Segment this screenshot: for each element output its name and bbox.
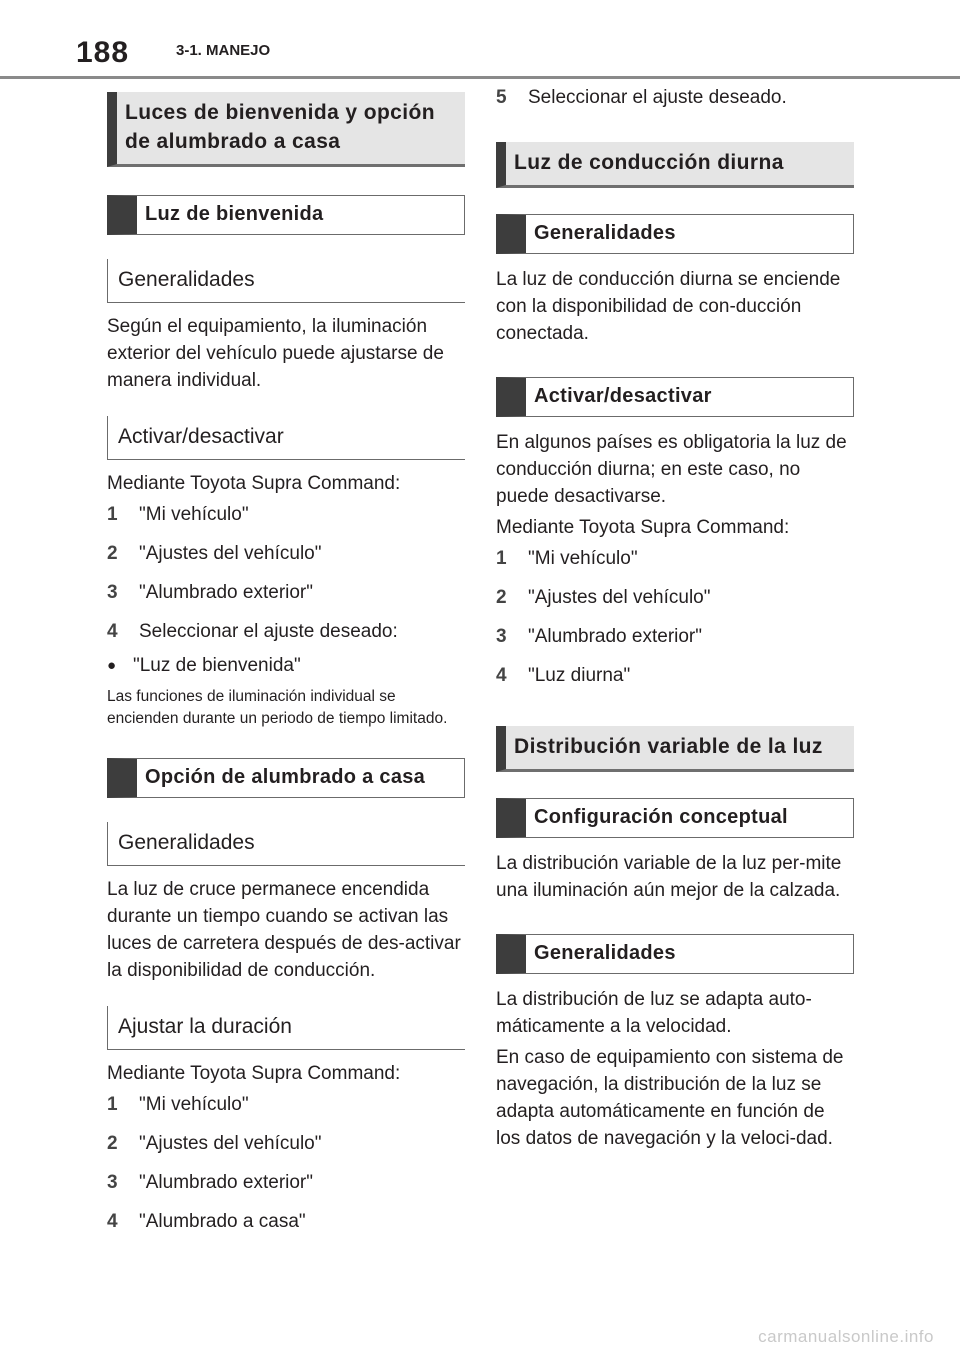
paragraph: La distribución de luz se adapta auto-máticamente a la velocidad. (496, 989, 812, 1037)
subsection-box: Opción de alumbrado a casa (107, 758, 465, 798)
section-title: Distribución variable de la luz (496, 726, 854, 772)
step-item (107, 1132, 465, 1156)
paragraph: Según el equipamiento, la iluminación exterior del vehículo puede ajustarse de manera individual. (107, 316, 444, 391)
step-number: 1 (107, 504, 118, 525)
step-number: 5 (496, 87, 507, 108)
paragraph: La distribución variable de la luz per-mite una iluminación aún mejor de la calzada. (496, 853, 842, 901)
step-item (496, 586, 854, 610)
step-item (496, 625, 854, 649)
paragraph: Mediante Toyota Supra Command: (496, 517, 790, 538)
step-number: 4 (107, 621, 118, 642)
step-text: "Alumbrado exterior" (139, 1172, 314, 1193)
section-label: 3-1. MANEJO (176, 42, 271, 59)
paragraph: Mediante Toyota Supra Command: (107, 473, 401, 494)
step-text: Seleccionar el ajuste deseado: (139, 621, 398, 642)
section-title: Luces de bienvenida y opción de alumbrado a casa (107, 92, 465, 167)
step-text: "Alumbrado exterior" (139, 582, 314, 603)
paragraph: La luz de conducción diurna se enciende con la disponibilidad de con-ducción conectada. (496, 269, 841, 344)
step-item (107, 1210, 465, 1234)
step-item (107, 620, 465, 644)
left-column (107, 92, 465, 1234)
subsection-box: Configuración conceptual (496, 798, 854, 838)
step-number: 2 (107, 543, 118, 564)
step-text: "Alumbrado a casa" (139, 1211, 306, 1232)
paragraph: En algunos países es obligatoria la luz de conducción diurna; en este caso, no puede desactivarse. (496, 432, 847, 507)
paragraph: La luz de cruce permanece encendida durante un tiempo cuando se activan las luces de carretera después de des-activar la disponibilidad de conducción. (107, 879, 461, 981)
step-number: 3 (496, 626, 507, 647)
subsection-box: Activar/desactivar (496, 377, 854, 417)
minor-heading: Activar/desactivar (107, 416, 465, 460)
step-text: "Mi vehículo" (139, 504, 249, 525)
step-text: "Luz diurna" (528, 665, 631, 686)
right-column (496, 86, 854, 1152)
step-number: 2 (107, 1133, 118, 1154)
step-text: "Ajustes del vehículo" (139, 543, 322, 564)
step-item (496, 664, 854, 688)
step-number: 1 (107, 1094, 118, 1115)
step-text: Seleccionar el ajuste deseado. (528, 87, 787, 108)
step-text: "Ajustes del vehículo" (139, 1133, 322, 1154)
subsection-box: Generalidades (496, 214, 854, 254)
step-text: "Mi vehículo" (528, 548, 638, 569)
subsection-box: Generalidades (496, 934, 854, 974)
step-number: 1 (496, 548, 507, 569)
bullet-item (107, 654, 465, 678)
step-number: 4 (496, 665, 507, 686)
step-item (107, 581, 465, 605)
step-text: "Ajustes del vehículo" (528, 587, 711, 608)
step-number: 3 (107, 1172, 118, 1193)
watermark-text: carmanualsonline.info (758, 1327, 934, 1346)
minor-heading: Generalidades (107, 259, 465, 303)
step-item (496, 86, 854, 110)
step-item (496, 547, 854, 571)
bullet-dot-icon: ● (107, 657, 117, 674)
step-item (107, 503, 465, 527)
step-item (107, 1093, 465, 1117)
step-item (107, 542, 465, 566)
paragraph: Mediante Toyota Supra Command: (107, 1063, 401, 1084)
step-number: 4 (107, 1211, 118, 1232)
step-text: "Alumbrado exterior" (528, 626, 703, 647)
step-text: "Mi vehículo" (139, 1094, 249, 1115)
step-number: 3 (107, 582, 118, 603)
step-number: 2 (496, 587, 507, 608)
step-item (107, 1171, 465, 1195)
section-title: Luz de conducción diurna (496, 142, 854, 188)
paragraph: En caso de equipamiento con sistema de navegación, la distribución de la luz se adapta automáticamente en función de los datos de navegación y la veloci-dad. (496, 1047, 844, 1149)
minor-heading: Generalidades (107, 822, 465, 866)
note-text: Las funciones de iluminación individual se encienden durante un periodo de tiempo limitado. (107, 688, 448, 727)
bullet-text: "Luz de bienvenida" (133, 655, 301, 676)
page-number: 188 (76, 36, 130, 69)
minor-heading: Ajustar la duración (107, 1006, 465, 1050)
header-divider (0, 76, 960, 79)
subsection-box: Luz de bienvenida (107, 195, 465, 235)
